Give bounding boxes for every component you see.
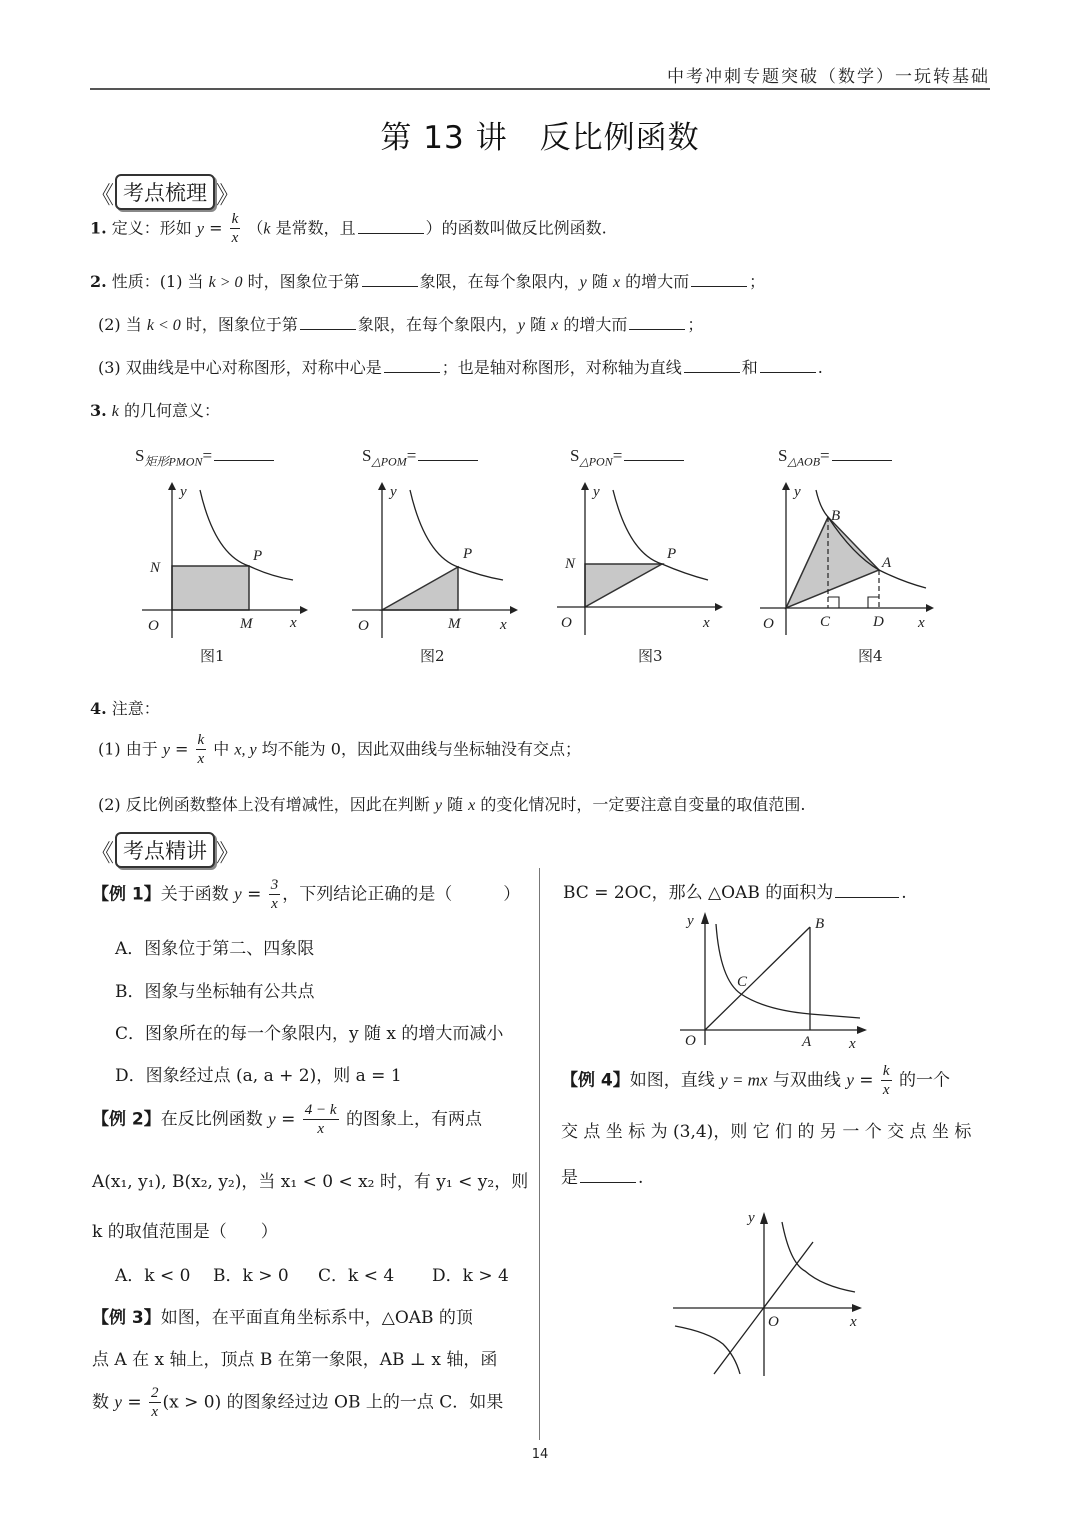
equals: = — [406, 446, 417, 465]
var-y: y — [196, 220, 205, 238]
area-label-fig4 — [778, 446, 894, 469]
fraction-k-over-x — [230, 212, 241, 246]
svg-text:C: C — [737, 974, 748, 990]
figure-4-triangle-aob — [758, 480, 938, 640]
punct: ； — [687, 315, 704, 334]
example-label: 【例 3】 — [92, 1308, 161, 1328]
text: 随 — [524, 315, 552, 334]
var-y: y — [268, 1109, 276, 1129]
example-label: 【例 1】 — [92, 884, 161, 905]
svg-text:P: P — [253, 548, 263, 564]
numerator: 2 — [151, 1385, 159, 1401]
text: 中 — [208, 739, 235, 759]
text: 的一个 — [893, 1070, 950, 1091]
example-3-line-1 — [92, 1303, 473, 1328]
section-tag-review — [90, 174, 240, 210]
denominator: x — [882, 1082, 890, 1098]
answer-blank[interactable] — [358, 233, 424, 234]
svg-text:O: O — [148, 618, 159, 634]
fraction-k-over-x — [196, 733, 207, 767]
svg-text:x: x — [703, 615, 710, 631]
svg-text:x: x — [850, 1314, 857, 1330]
var-y: y — [517, 317, 525, 334]
example-1-option-c[interactable]: C．图象所在的每一个象限内，y 随 x 的增大而减小 — [115, 1024, 504, 1044]
text: 时，图象位于第 — [180, 315, 298, 334]
answer-blank[interactable] — [835, 897, 899, 898]
property-line-1 — [90, 269, 765, 292]
svg-text:x: x — [918, 615, 925, 631]
example-2-line-3: k 的取值范围是（ ） — [92, 1222, 278, 1242]
text: 与双曲线 — [767, 1070, 847, 1091]
equals: = — [121, 1392, 148, 1413]
answer-blank[interactable] — [832, 460, 892, 461]
text: 的增大而 — [558, 315, 628, 334]
equals: = — [204, 218, 228, 238]
text: 是 — [561, 1168, 578, 1188]
svg-text:O: O — [561, 615, 572, 631]
text: (2) 反比例函数整体上没有增减性，因此在判断 — [98, 795, 435, 814]
text: 的增大而 — [620, 272, 690, 291]
svg-text:M: M — [448, 616, 461, 632]
example-3-figure — [675, 910, 875, 1050]
denominator: x — [317, 1121, 324, 1137]
svg-text:A: A — [882, 555, 892, 571]
var-k: k — [263, 220, 271, 238]
text: 的变化情况时，一定要注意自变量的取值范围. — [475, 795, 806, 814]
property-line-3 — [98, 355, 823, 378]
condition: k < 0 — [146, 317, 181, 334]
page-title: 第 13 讲 反比例函数 — [380, 120, 700, 156]
equals: = — [202, 446, 213, 465]
area-subscript: 矩形PMON — [144, 454, 203, 469]
var-x: x — [551, 317, 559, 334]
svg-text:y: y — [593, 484, 600, 500]
example-3-line-4 — [563, 878, 907, 903]
area-s: S — [778, 446, 788, 465]
var-y: y — [114, 1392, 122, 1412]
item-number: 4. — [90, 699, 107, 718]
text: ；也是轴对称图形，对称轴为直线 — [441, 358, 682, 377]
example-4-figure — [670, 1208, 870, 1378]
denominator: x — [197, 751, 205, 767]
example-2-option-c[interactable]: C．k < 4 — [318, 1266, 395, 1286]
figure-1-caption: 图1 — [200, 647, 225, 665]
section-tag-label: 考点梳理 — [115, 174, 215, 210]
double-angle-close: 》 — [216, 180, 240, 209]
answer-blank[interactable] — [580, 1182, 636, 1183]
condition: k > 0 — [208, 274, 243, 291]
denominator: x — [231, 230, 239, 246]
fraction-k-over-x — [881, 1064, 892, 1098]
text: 的几何意义： — [118, 401, 220, 420]
equals: = — [241, 884, 267, 905]
text: (3) 双曲线是中心对称图形，对称中心是 — [98, 358, 382, 377]
text: 象限，在每个象限内， — [357, 315, 518, 334]
text: 时，图象位于第 — [242, 272, 360, 291]
svg-text:C: C — [820, 614, 831, 630]
header-divider — [90, 88, 990, 90]
var-k: k — [111, 403, 119, 420]
svg-text:O: O — [768, 1314, 779, 1330]
text: 均不能为 0，因此双曲线与坐标轴没有交点； — [256, 739, 581, 759]
page-number: 14 — [531, 1447, 549, 1462]
text: (x > 0) 的图象经过边 OB 上的一点 C．如果 — [162, 1392, 504, 1413]
answer-blank[interactable] — [684, 372, 740, 373]
answer-blank[interactable] — [300, 329, 356, 330]
svg-text:x: x — [500, 617, 507, 633]
text: 随 — [586, 272, 613, 291]
property-line-2 — [98, 312, 703, 335]
area-subscript: △POM — [371, 454, 407, 469]
text: 如图，直线 — [629, 1070, 721, 1091]
svg-text:O: O — [358, 618, 369, 634]
example-1-stem — [92, 878, 520, 912]
area-s: S — [570, 446, 580, 465]
svg-text:y: y — [390, 484, 397, 500]
numerator: 3 — [270, 877, 279, 893]
text: ，下列结论正确的是（ ） — [282, 884, 521, 905]
answer-blank[interactable] — [760, 372, 816, 373]
vars-xy: x, y — [234, 741, 257, 759]
text: (1) 由于 — [98, 739, 163, 759]
svg-text:x: x — [290, 615, 297, 631]
equals: = — [169, 739, 194, 759]
example-label: 【例 2】 — [92, 1109, 161, 1130]
example-1-option-a[interactable]: A．图象位于第二、四象限 — [115, 939, 315, 959]
equals: = — [275, 1109, 301, 1130]
example-4-line-2: 交 点 坐 标 为 (3,4)，则 它 们 的 另 一 个 交 点 坐 标 — [561, 1122, 972, 1142]
punct: ； — [749, 272, 766, 291]
item-number: 3. — [90, 401, 107, 420]
definition-prefix: 定义：形如 — [111, 218, 192, 238]
area-label-fig1 — [135, 446, 276, 469]
svg-text:M: M — [240, 616, 253, 632]
text: BC = 2OC，那么 △OAB 的面积为 — [563, 883, 834, 903]
svg-text:B: B — [815, 916, 825, 932]
figure-2-triangle-pom — [350, 480, 520, 640]
svg-text:N: N — [565, 556, 576, 572]
figure-3-triangle-pon — [555, 480, 725, 640]
example-4-line-3 — [561, 1163, 643, 1188]
answer-blank[interactable] — [214, 460, 274, 461]
example-4-stem — [561, 1064, 950, 1098]
fraction-4-minus-k-over-x — [303, 1103, 339, 1137]
definition-suffix: ）的函数叫做反比例函数. — [425, 218, 607, 238]
svg-text:y: y — [687, 913, 694, 929]
area-subscript: △AOB — [787, 454, 821, 469]
svg-text:B: B — [831, 508, 841, 524]
example-3-line-2: 点 A 在 x 轴上，顶点 B 在第一象限，AB ⊥ x 轴，函 — [92, 1350, 498, 1370]
definition-mid: 是常数，且 — [270, 218, 356, 238]
area-label-fig3 — [570, 446, 686, 469]
denominator: x — [151, 1404, 159, 1420]
example-3-line-3 — [92, 1386, 503, 1420]
equals: = — [853, 1070, 879, 1091]
running-header: 中考冲刺专题突破（数学）一玩转基础 — [667, 67, 990, 87]
double-angle-close: 》 — [216, 838, 240, 867]
svg-text:P: P — [667, 546, 677, 562]
fraction-3-over-x — [269, 878, 281, 912]
answer-blank[interactable] — [362, 286, 418, 287]
example-1-option-b[interactable]: B．图象与坐标轴有公共点 — [115, 982, 315, 1002]
text: 关于函数 — [160, 884, 235, 905]
example-1-option-d[interactable]: D．图象经过点 (a, a + 2)，则 a = 1 — [115, 1066, 402, 1086]
text: 如图，在平面直角坐标系中，△OAB 的顶 — [160, 1308, 473, 1328]
var-y: y — [579, 274, 587, 291]
example-2-option-d[interactable]: D．k > 4 — [432, 1266, 509, 1286]
equals: = — [612, 446, 623, 465]
equals: = — [820, 446, 830, 465]
text: 随 — [441, 795, 469, 814]
text: (2) 当 — [98, 315, 147, 334]
answer-blank[interactable] — [384, 372, 440, 373]
text: 在反比例函数 — [160, 1109, 269, 1130]
paren-open: （ — [247, 218, 264, 238]
var-x: x — [468, 797, 476, 814]
figure-1-rectangle — [140, 480, 310, 640]
fraction-2-over-x — [149, 1386, 161, 1420]
note-2 — [98, 792, 805, 815]
item-number: 2. — [90, 272, 107, 291]
var-y: y — [846, 1070, 854, 1090]
svg-text:y: y — [794, 484, 801, 500]
svg-text:x: x — [849, 1036, 856, 1050]
svg-text:y: y — [748, 1210, 755, 1226]
svg-text:O: O — [685, 1033, 696, 1049]
svg-text:y: y — [180, 484, 187, 500]
answer-blank[interactable] — [691, 286, 747, 287]
text: 注意： — [111, 699, 160, 718]
item-number: 1. — [90, 218, 107, 238]
area-subscript: △PON — [579, 454, 613, 469]
area-label-fig2 — [362, 446, 480, 469]
var-y: y — [234, 884, 242, 904]
geometric-meaning-heading — [90, 398, 220, 421]
svg-text:N: N — [150, 560, 161, 576]
definition-line — [90, 212, 607, 246]
var-y: y — [434, 797, 442, 814]
section-tag-lecture — [90, 832, 240, 868]
text: 性质：(1) 当 — [111, 272, 209, 291]
answer-blank[interactable] — [418, 460, 478, 461]
area-s: S — [135, 446, 145, 465]
var-x: x — [612, 274, 621, 291]
example-2-option-a[interactable]: A．k < 0 — [115, 1266, 191, 1286]
text: 数 — [92, 1392, 115, 1413]
answer-blank[interactable] — [624, 460, 684, 461]
example-label: 【例 4】 — [561, 1070, 630, 1091]
double-angle-open: 《 — [90, 838, 114, 867]
svg-text:O: O — [763, 616, 774, 632]
example-2-stem — [92, 1103, 482, 1137]
line-equation: y = mx — [720, 1070, 768, 1090]
example-2-line-2: A(x₁, y₁), B(x₂, y₂)，当 x₁ < 0 < x₂ 时，有 y₁ < y₂，则 — [92, 1172, 529, 1192]
numerator: k — [197, 732, 205, 748]
text: 的图象上，有两点 — [340, 1109, 482, 1130]
punct: . — [901, 883, 907, 903]
var-y: y — [162, 741, 170, 759]
figure-4-caption: 图4 — [858, 647, 883, 665]
example-2-option-b[interactable]: B．k > 0 — [213, 1266, 289, 1286]
denominator: x — [271, 896, 278, 912]
text: 和 — [741, 358, 758, 377]
punct: . — [638, 1168, 644, 1188]
numerator: k — [882, 1063, 890, 1079]
svg-text:D: D — [873, 614, 884, 630]
area-s: S — [362, 446, 372, 465]
double-angle-open: 《 — [90, 180, 114, 209]
note-1 — [98, 733, 581, 767]
column-divider — [539, 868, 540, 1440]
section-tag-label: 考点精讲 — [115, 832, 215, 868]
svg-text:A: A — [802, 1034, 812, 1050]
figure-3-caption: 图3 — [638, 647, 663, 665]
numerator: k — [231, 211, 239, 227]
text: 象限，在每个象限内， — [419, 272, 580, 291]
numerator: 4 − k — [304, 1102, 337, 1118]
figure-2-caption: 图2 — [420, 647, 445, 665]
svg-text:P: P — [463, 546, 473, 562]
notes-heading — [90, 696, 160, 719]
punct: . — [817, 358, 823, 377]
answer-blank[interactable] — [629, 329, 685, 330]
